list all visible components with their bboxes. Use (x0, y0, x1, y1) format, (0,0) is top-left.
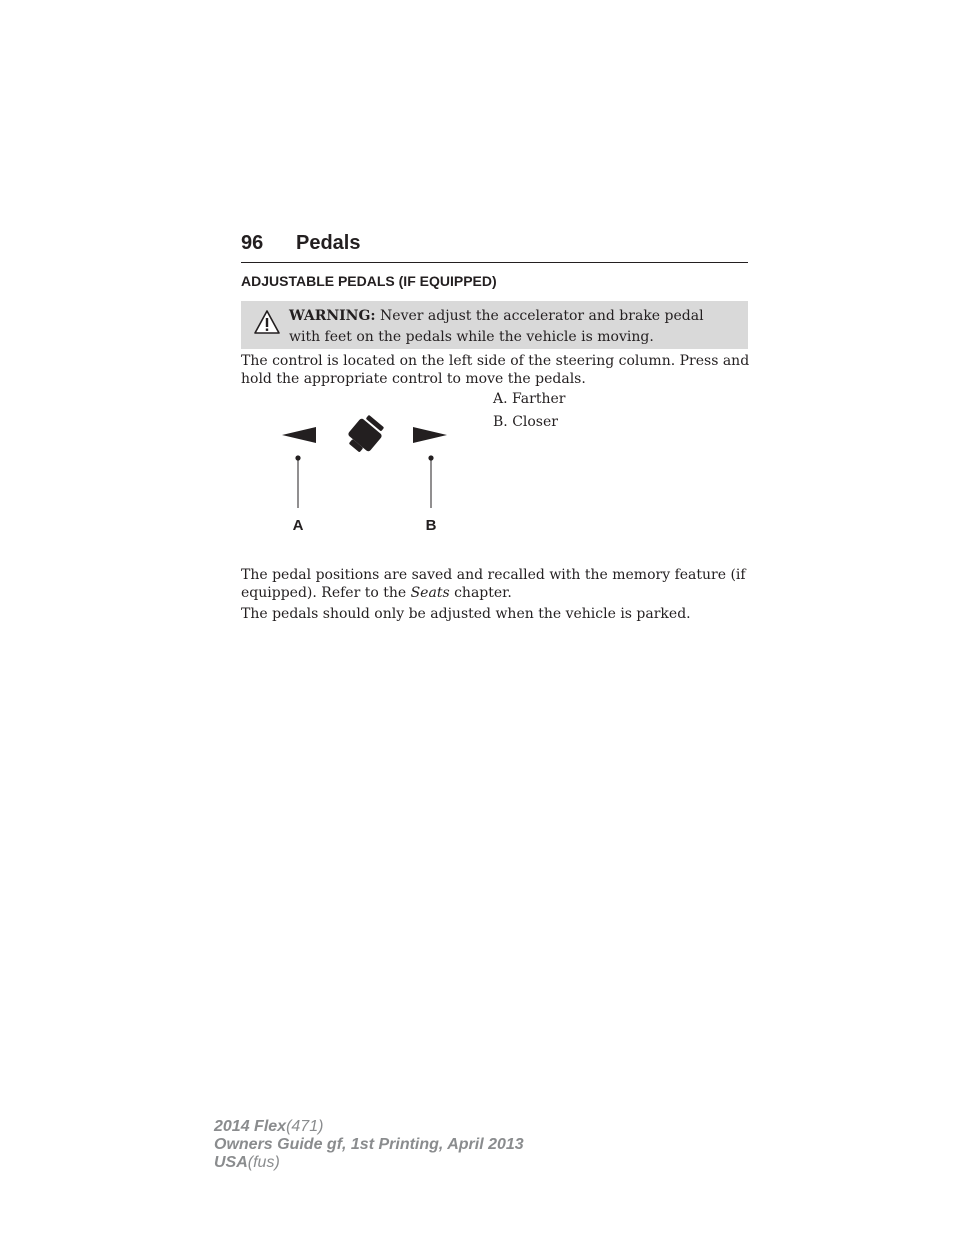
warning-label: WARNING: (289, 308, 376, 324)
memory-text-start: The pedal positions are saved and recalled with the memory feature (if equipped). Refer to the (241, 567, 746, 601)
arrow-right-icon (413, 427, 447, 443)
footer-model-code: (471) (286, 1118, 324, 1135)
chapter-title: Pedals (296, 232, 361, 254)
page-header (241, 232, 748, 263)
legend-item-closer: B. Closer (493, 414, 558, 430)
footer-model: 2014 Flex (214, 1118, 287, 1135)
memory-paragraph (241, 566, 751, 602)
footer-market: USA (214, 1154, 248, 1171)
footer-printing: Owners Guide gf, 1st Printing, April 2013 (214, 1136, 524, 1153)
section-heading: ADJUSTABLE PEDALS (IF EQUIPPED) (241, 273, 497, 289)
pedal-icon (343, 412, 387, 457)
warning-text (289, 306, 739, 348)
document-footer (214, 1118, 524, 1172)
footer-line-model (214, 1118, 524, 1136)
warning-triangle-icon (253, 309, 281, 335)
callout-label-b: B (425, 517, 437, 534)
memory-text-end: chapter. (449, 585, 512, 601)
parked-paragraph: The pedals should only be adjusted when the vehicle is parked. (241, 606, 691, 622)
pedal-control-diagram (270, 405, 460, 535)
control-paragraph: The control is located on the left side of the steering column. Press and hold the appropriate control to move the pedals. (241, 353, 750, 387)
arrow-left-icon (282, 427, 316, 443)
footer-line-market (214, 1154, 524, 1172)
seats-chapter-reference: Seats (410, 585, 450, 601)
warning-message: Never adjust the accelerator and brake pedal with feet on the pedals while the vehicle is moving. (289, 308, 704, 345)
page-number: 96 (241, 232, 264, 254)
footer-market-code: (fus) (247, 1154, 280, 1171)
legend-item-farther: A. Farther (493, 391, 566, 407)
warning-box (241, 301, 748, 349)
callout-label-a: A (292, 517, 304, 534)
footer-line-printing (214, 1136, 524, 1154)
